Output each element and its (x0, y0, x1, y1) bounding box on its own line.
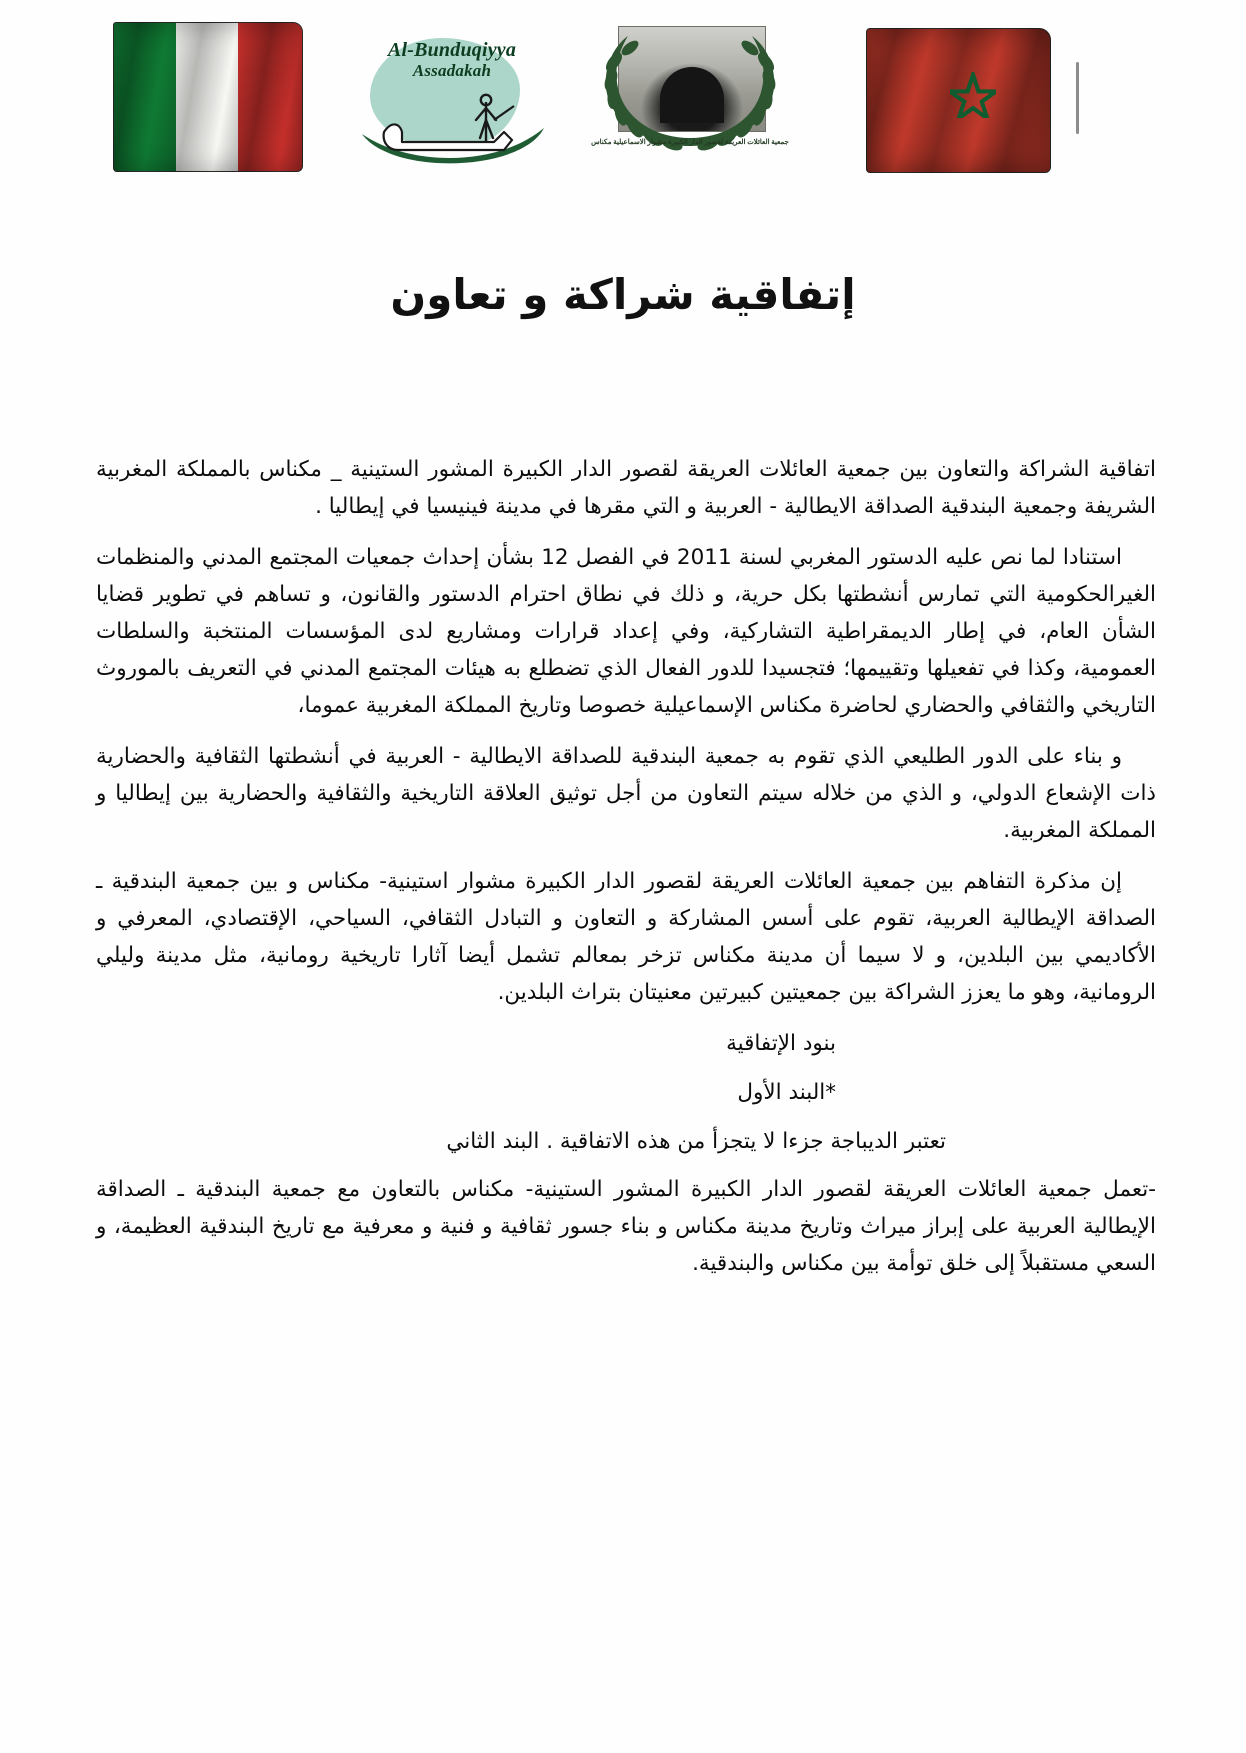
document-body (96, 452, 1156, 1297)
paragraph-venice-role: و بناء على الدور الطليعي الذي تقوم به جمعية البندقية للصداقة الايطالية - العربية في أنشطتها الثقافية والحضارية ذات الإشعاع الدولي، و الذي من خلاله سيتم التعاون من أجل توثيق العلاقة التاريخية والثقافية والحضارية بين إيطاليا و المملكة المغربية. (96, 743, 1156, 843)
clause-two-label: البند الثاني (446, 1128, 540, 1154)
clause-one-text (96, 1124, 1156, 1161)
morocco-pentagram-icon (950, 72, 996, 118)
venice-logo-line1: Al-Bunduqiyya (387, 39, 517, 61)
meknes-association-emblem (584, 22, 796, 182)
page-title: إتفاقية شراكة و تعاون (390, 270, 856, 319)
italy-flag-shading (113, 22, 303, 172)
clause-two-text: -تعمل جمعية العائلات العريقة لقصور الدار الكبيرة المشور الستينية- مكناس بالتعاون مع جمعية البندقية ـ الصداقة الإيطالية العربية على إبراز ميراث وتاريخ مدينة مكناس و بناء جسور ثقافية و فنية و معرفية مع تاريخ البندقية العظيمة، و السعي مستقبلاً إلى خلق توأمة بين مكناس والبندقية. (96, 1177, 1156, 1277)
italy-flag-icon (113, 22, 303, 172)
scan-artifact-mark (1076, 62, 1079, 134)
gondola-illustration-icon (354, 80, 550, 180)
paragraph-constitution-basis: استنادا لما نص عليه الدستور المغربي لسنة 2011 في الفصل 12 بشأن إحداث جمعيات المجتمع المدني والمنظمات الغيرالحكومية التي تمارس أنشطتها بكل حرية، و ذلك في نطاق احترام الدستور والقانون، و تساهم في تطوير قضايا الشأن العام، في إطار الديمقراطية التشاركية، وفي إعداد قرارات ومشاريع لدى المؤسسات المنتخبة والسلطات العمومية، وكذا في تفعيلها وتقييمها؛ فتجسيدا للدور الفعال الذي تضطلع به هيئات المجتمع المدني في التعريف بالموروث التاريخي والثقافي والحضاري لحاضرة مكناس الإسماعيلية خصوصا وتاريخ المملكة المغربية عموما، (96, 544, 1156, 718)
venice-logo-wordmark (352, 40, 552, 80)
paragraph-memorandum-scope: إن مذكرة التفاهم بين جمعية العائلات العريقة لقصور الدار الكبيرة مشوار استينية- مكناس و بين جمعية البندقية ـ الصداقة الإيطالية العربية، تقوم على أسس المشاركة و التعاون و التبادل الثقافي، السياحي، الإقتصادي، المعرفي و الأكاديمي بين البلدين، و لا سيما أن مدينة مكناس تزخر بمعالم تشمل أيضا آثارا تاريخية رومانية، مثل مدينة وليلي الرومانية، وهو ما يعزز الشراكة بين جمعيتين كبيرتين معنيتان بتراث البلدين. (96, 868, 1156, 1005)
meknes-emblem-caption: جمعية العائلات العريقة لقصور الدار الكبيرة مشوار الاسماعيلية مكناس (591, 138, 789, 146)
morocco-flag-icon (866, 28, 1051, 173)
clause-one-body: تعتبر الديباجة جزءا لا يتجزأ من هذه الاتفاقية . (546, 1128, 946, 1154)
venice-association-logo (352, 14, 552, 184)
clauses-heading: بنود الإتفاقية (726, 1030, 836, 1056)
clause-one-label: *البند الأول (737, 1079, 836, 1105)
laurel-wreath-icon (584, 22, 796, 154)
paragraph-preamble: اتفاقية الشراكة والتعاون بين جمعية العائلات العريقة لقصور الدار الكبيرة المشور الستينية _ مكناس بالمملكة المغربية الشريفة وجمعية البندقية الصداقة الايطالية - العربية و التي مقرها في مدينة فينيسيا في إيطاليا . (96, 457, 1156, 519)
header-logo-band (0, 0, 1246, 200)
venice-logo-line2: Assadakah (412, 61, 492, 80)
